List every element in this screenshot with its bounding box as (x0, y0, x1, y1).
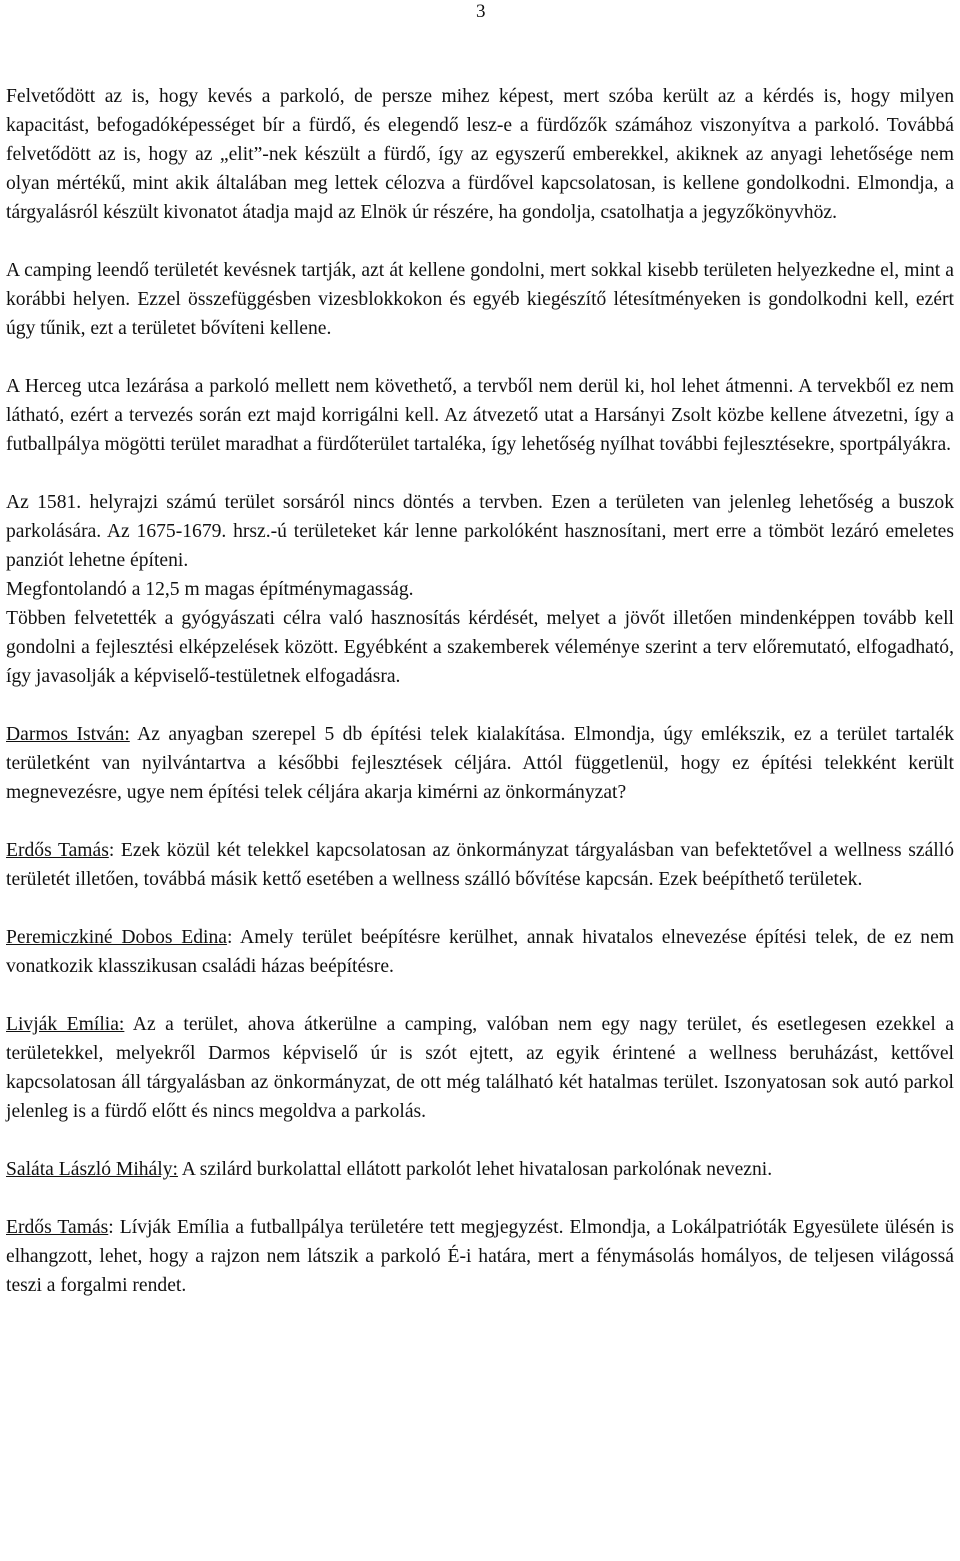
paragraph (6, 372, 954, 459)
speaker-name: Darmos István: (6, 724, 130, 745)
speaker-name: Peremiczkiné Dobos Edina (6, 927, 227, 948)
paragraph-text: Lívják Emília a futballpálya területére tett megjegyzést. Elmondja, a Lokálpatrióták Egyesülete ülésén is elhangzott, lehet, hogy a rajzon nem látszik a parkoló É-i határa, mert a fénymásolás homályos, de teljesen világossá teszi a forgalmi rendet. (6, 1217, 954, 1296)
speaker-name: Livják Emília: (6, 1014, 125, 1035)
document-body (6, 82, 954, 1300)
paragraph (6, 82, 954, 227)
speaker-paragraph (6, 1155, 954, 1184)
paragraph-text: Felvetődött az is, hogy kevés a parkoló, de persze mihez képest, mert szóba került az a kérdés is, hogy milyen kapacitást, befogadóképességet bír a fürdő, és elegendő lesz-e a fürdőzők számához viszonyítva a parkoló. Továbbá felvetődött az is, hogy az „elit”-nek készült a fürdő, így az egyszerű emberekkel, akiknek az anyagi lehetősége nem olyan mértékű, mint akik általában meg lettek célozva a fürdővel kapcsolatosan, is kellene gondolkodni. Elmondja, a tárgyalásról készült kivonatot átadja majd az Elnök úr részére, ha gondolja, csatolhatja a jegyzőkönyvhöz. (6, 86, 954, 223)
speaker-paragraph (6, 1213, 954, 1300)
speaker-suffix: : (226, 927, 233, 948)
page-number: 3 (476, 1, 486, 22)
paragraph (6, 256, 954, 343)
paragraph (6, 604, 954, 691)
paragraph-text: A camping leendő területét kevésnek tartják, azt át kellene gondolni, mert sokkal kisebb területen helyezkedne el, mint a korábbi helyen. Ezzel összefüggésben vizesblokkokon és egyéb kiegészítő létesítményeken is gondolkodni kell, ezért úgy tűnik, ezt a területet bővíteni kellene. (6, 260, 954, 339)
speaker-name: Erdős Tamás (6, 840, 109, 861)
speaker-suffix: : (108, 840, 115, 861)
paragraph-text: A szilárd burkolattal ellátott parkolót lehet hivatalosan parkolónak nevezni. (177, 1159, 773, 1180)
speaker-paragraph (6, 720, 954, 807)
speaker-paragraph (6, 1010, 954, 1126)
paragraph-text: Az anyagban szerepel 5 db építési telek kialakítása. Elmondja, úgy emlékszik, ez a terület tartalék területként van nyilvántartva a későbbi fejlesztések céljára. Attól függetlenül, hogy ez építési telekként került megnevezésre, ugye nem építési telek céljára akarja kimérni az önkormányzat? (6, 724, 954, 803)
paragraph-text: Az 1581. helyrajzi számú terület sorsáról nincs döntés a tervben. Ezen a területen van jelenleg lehetőség a buszok parkolására. Az 1675-1679. hrsz.-ú területeket kár lenne parkolóként hasznosítani, mert erre a tömböt lezáró emeletes panziót lehetne építeni. (6, 492, 954, 571)
paragraph (6, 488, 954, 575)
paragraph-text: Többen felvetették a gyógyászati célra való hasznosítás kérdését, melyet a jövőt illetően mindenképpen tovább kell gondolni a fejlesztési elképzelések között. Egyébként a szakemberek véleménye szerint a terv előremutató, elfogadható, így javasolják a képviselő-testületnek elfogadásra. (6, 608, 954, 687)
paragraph-text: Amely terület beépítésre kerülhet, annak hivatalos elnevezése építési telek, de ez nem vonatkozik klasszikusan családi házas beépítésre. (6, 927, 955, 977)
speaker-paragraph (6, 923, 954, 981)
speaker-suffix: : (108, 1217, 114, 1238)
speaker-paragraph (6, 836, 954, 894)
speaker-name: Erdős Tamás (6, 1217, 109, 1238)
paragraph-text: Megfontolandó a 12,5 m magas építménymagasság. (6, 579, 414, 600)
paragraph (6, 575, 954, 604)
speaker-name: Saláta László Mihály: (6, 1159, 178, 1180)
paragraph-text: Ezek közül két telekkel kapcsolatosan az önkormányzat tárgyalásban van befektetővel a wellness szálló területét illetően, továbbá másik kettő esetében a wellness szálló bővítése kapcsán. Ezek beépíthető területek. (6, 840, 954, 890)
paragraph-text: A Herceg utca lezárása a parkoló mellett nem követhető, a tervből nem derül ki, hol lehet átmenni. A tervekből ez nem látható, ezért a tervezés során ezt majd korrigálni kell. Az átvezető utat a Harsányi Zsolt közbe kellene átvezetni, így a futballpálya mögötti terület maradhat a fürdőterület tartaléka, így lehetőség nyílhat további fejlesztésekre, sportpályákra. (6, 376, 954, 455)
paragraph-text: Az a terület, ahova átkerülne a camping, valóban nem egy nagy terület, és esetlegesen ezekkel a területekkel, melyekről Darmos képviselő úr is szót ejtett, az egyik érintené a wellness beruházást, kettővel kapcsolatosan áll tárgyalásban az önkormányzat, de ott még található két hatalmas terület. Iszonyatosan sok autó parkol jelenleg is a fürdő előtt és nincs megoldva a parkolás. (6, 1014, 954, 1122)
